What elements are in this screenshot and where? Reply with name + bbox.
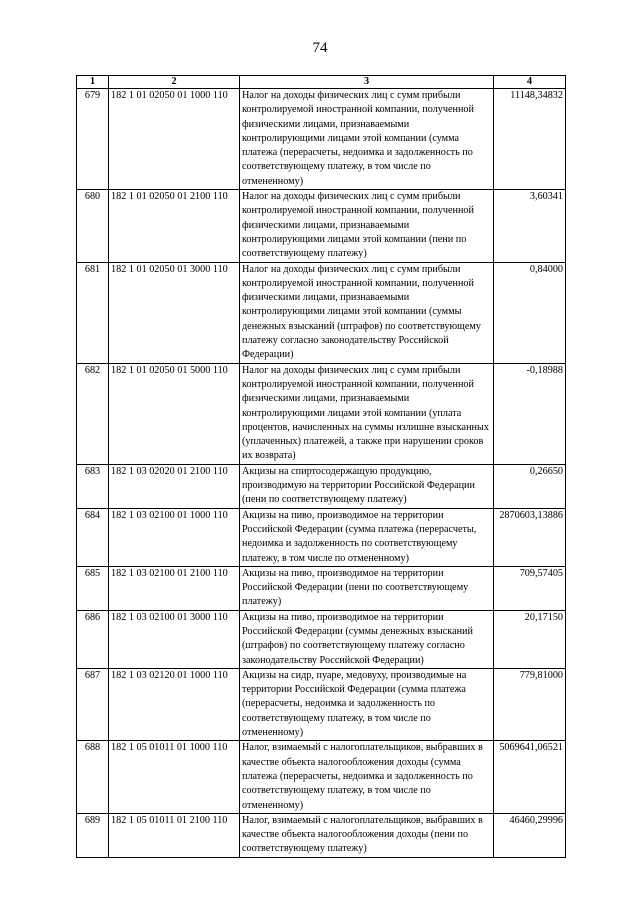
row-number: 688 [77, 741, 109, 813]
budget-code: 182 1 05 01011 01 1000 110 [109, 741, 240, 813]
table-row [77, 566, 566, 610]
row-number: 684 [77, 508, 109, 566]
amount-value: 20,17150 [494, 610, 566, 668]
budget-code: 182 1 03 02100 01 1000 110 [109, 508, 240, 566]
column-header-3: 3 [240, 76, 494, 89]
budget-code: 182 1 01 02050 01 3000 110 [109, 262, 240, 363]
income-description: Акцизы на пиво, производимое на территории Российской Федерации (сумма платежа (перерасчеты, недоимка и задолженность по соответствующему платежу, в том числе по отмененному) [240, 508, 494, 566]
budget-code: 182 1 01 02050 01 2100 110 [109, 190, 240, 262]
budget-table [76, 75, 566, 858]
row-number: 682 [77, 363, 109, 464]
row-number: 679 [77, 89, 109, 190]
column-header-2: 2 [109, 76, 240, 89]
budget-code: 182 1 01 02050 01 5000 110 [109, 363, 240, 464]
table-row [77, 89, 566, 190]
table-row [77, 464, 566, 508]
row-number: 686 [77, 610, 109, 668]
amount-value: 709,57405 [494, 566, 566, 610]
income-description: Налог, взимаемый с налогоплательщиков, выбравших в качестве объекта налогообложения доходы (сумма платежа (перерасчеты, недоимка и задолженность по соответствующему платежу, в том числе по отмененному) [240, 741, 494, 813]
table-row [77, 668, 566, 740]
amount-value: 46460,29996 [494, 813, 566, 857]
budget-code: 182 1 03 02100 01 3000 110 [109, 610, 240, 668]
budget-code: 182 1 05 01011 01 2100 110 [109, 813, 240, 857]
income-description: Акцизы на пиво, производимое на территории Российской Федерации (суммы денежных взысканий (штрафов) по соответствующему платежу согласно законодательству Российской Федерации) [240, 610, 494, 668]
income-description: Налог на доходы физических лиц с сумм прибыли контролируемой иностранной компании, полученной физическими лицами, признаваемыми контролирующими лицами этой компании (сумма платежа (перерасчеты, недоимка и задолженность по соответствующему платежу, в том числе по отмененному) [240, 89, 494, 190]
row-number: 680 [77, 190, 109, 262]
row-number: 689 [77, 813, 109, 857]
income-description: Налог на доходы физических лиц с сумм прибыли контролируемой иностранной компании, полученной физическими лицами, признаваемыми контролирующими лицами этой компании (уплата процентов, начисленных на суммы излишне взысканных (уплаченных) платежей, а также при нарушении сроков их возврата) [240, 363, 494, 464]
budget-code: 182 1 03 02020 01 2100 110 [109, 464, 240, 508]
income-description: Акцизы на пиво, производимое на территории Российской Федерации (пени по соответствующему платежу) [240, 566, 494, 610]
table-row [77, 363, 566, 464]
income-description: Налог на доходы физических лиц с сумм прибыли контролируемой иностранной компании, полученной физическими лицами, признаваемыми контролирующими лицами этой компании (суммы денежных взысканий (штрафов) по соответствующему платежу согласно законодательству Российской Федерации) [240, 262, 494, 363]
column-header-4: 4 [494, 76, 566, 89]
table-row [77, 610, 566, 668]
row-number: 681 [77, 262, 109, 363]
table-header-row [77, 76, 566, 89]
table-row [77, 741, 566, 813]
row-number: 685 [77, 566, 109, 610]
amount-value: 779,81000 [494, 668, 566, 740]
budget-code: 182 1 03 02100 01 2100 110 [109, 566, 240, 610]
income-description: Налог на доходы физических лиц с сумм прибыли контролируемой иностранной компании, полученной физическими лицами, признаваемыми контролирующими лицами этой компании (пени по соответствующему платежу) [240, 190, 494, 262]
budget-code: 182 1 01 02050 01 1000 110 [109, 89, 240, 190]
amount-value: -0,18988 [494, 363, 566, 464]
page-number: 74 [312, 40, 328, 56]
table-row [77, 813, 566, 857]
table-row [77, 190, 566, 262]
amount-value: 0,26650 [494, 464, 566, 508]
row-number: 687 [77, 668, 109, 740]
row-number: 683 [77, 464, 109, 508]
amount-value: 3,60341 [494, 190, 566, 262]
table-row [77, 262, 566, 363]
amount-value: 5069641,06521 [494, 741, 566, 813]
amount-value: 0,84000 [494, 262, 566, 363]
column-header-1: 1 [77, 76, 109, 89]
income-description: Акцизы на спиртосодержащую продукцию, производимую на территории Российской Федерации (пени по соответствующему платежу) [240, 464, 494, 508]
table-row [77, 508, 566, 566]
budget-code: 182 1 03 02120 01 1000 110 [109, 668, 240, 740]
income-description: Акцизы на сидр, пуаре, медовуху, производимые на территории Российской Федерации (сумма платежа (перерасчеты, недоимка и задолженность по соответствующему платежу, в том числе по отмененному) [240, 668, 494, 740]
amount-value: 2870603,13886 [494, 508, 566, 566]
amount-value: 11148,34832 [494, 89, 566, 190]
income-description: Налог, взимаемый с налогоплательщиков, выбравших в качестве объекта налогообложения доходы (пени по соответствующему платежу) [240, 813, 494, 857]
